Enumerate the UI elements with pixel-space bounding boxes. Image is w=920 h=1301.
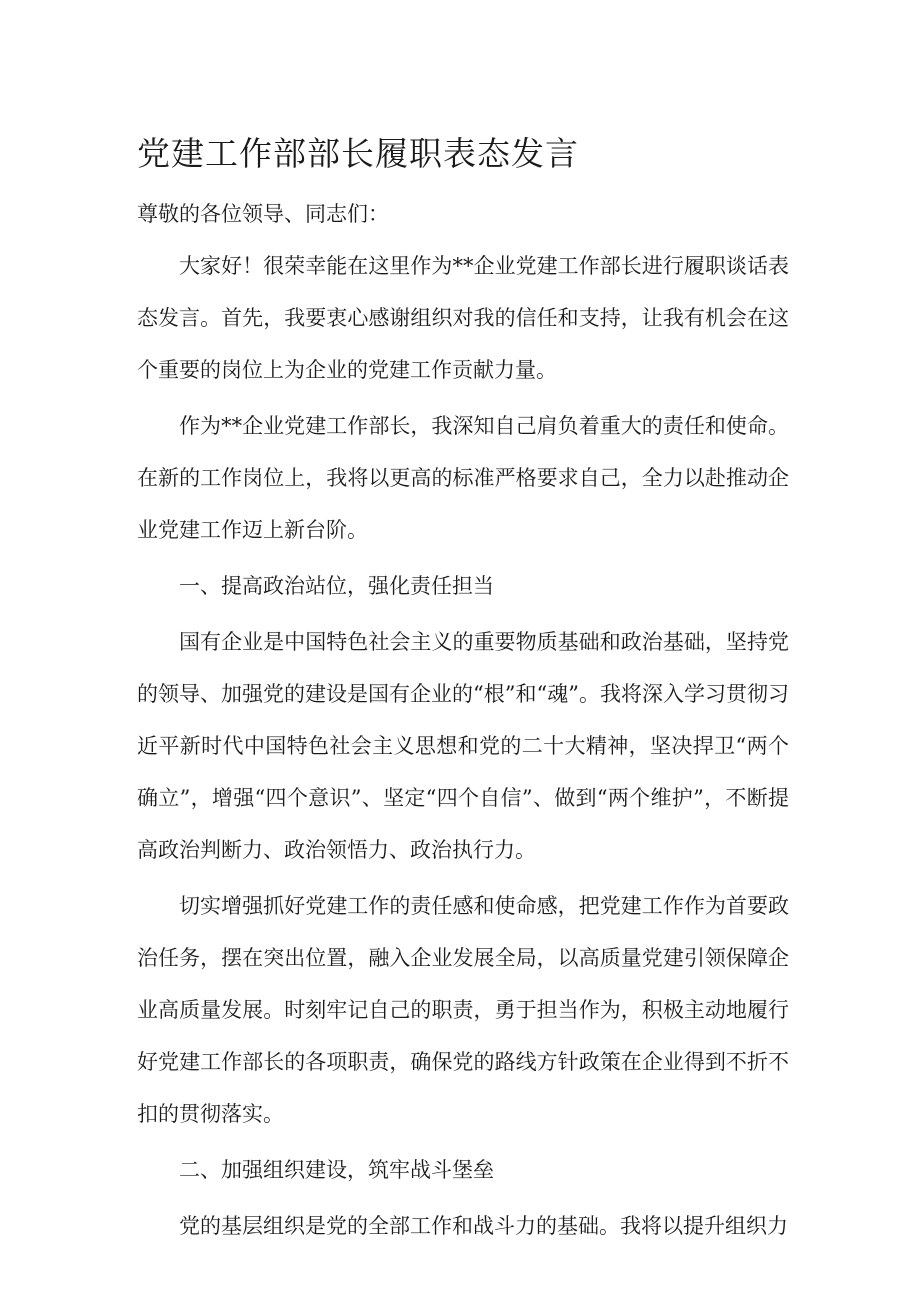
section-heading: 一、提高政治站位，强化责任担当: [179, 574, 494, 598]
paragraph: 党的基层组织是党的全部工作和战斗力的基础。我将以提升组织力: [179, 1214, 788, 1238]
document-body: [137, 126, 789, 1256]
paragraph: 国有企业是中国特色社会主义的重要物质基础和政治基础，坚持党的领导、加强党的建设是国有企业的“根”和“魂”。我将深入学习贯彻习近平新时代中国特色社会主义思想和党的二十大精神，坚决捍卫“两个确立”，增强“四个意识”、坚定“四个自信”、做到“两个维护”，不断提高政治判断力、政治领悟力、政治执行力。: [137, 630, 789, 862]
paragraph: 切实增强抓好党建工作的责任感和使命感，把党建工作作为首要政治任务，摆在突出位置，融入企业发展全局，以高质量党建引领保障企业高质量发展。时刻牢记自己的职责，勇于担当作为，积极主动地履行好党建工作部长的各项职责，确保党的路线方针政策在企业得到不折不扣的贯彻落实。: [137, 894, 789, 1126]
section-heading: 二、加强组织建设，筑牢战斗堡垒: [179, 1158, 494, 1182]
paragraph: 大家好！很荣幸能在这里作为**企业党建工作部长进行履职谈话表态发言。首先，我要衷心感谢组织对我的信任和支持，让我有机会在这个重要的岗位上为企业的党建工作贡献力量。: [137, 254, 789, 382]
paragraph: 作为**企业党建工作部长，我深知自己肩负着重大的责任和使命。在新的工作岗位上，我将以更高的标准严格要求自己，全力以赴推动企业党建工作迈上新台阶。: [137, 414, 789, 542]
document-title: 党建工作部部长履职表态发言: [137, 134, 579, 173]
salutation: 尊敬的各位领导、同志们：: [137, 202, 389, 226]
